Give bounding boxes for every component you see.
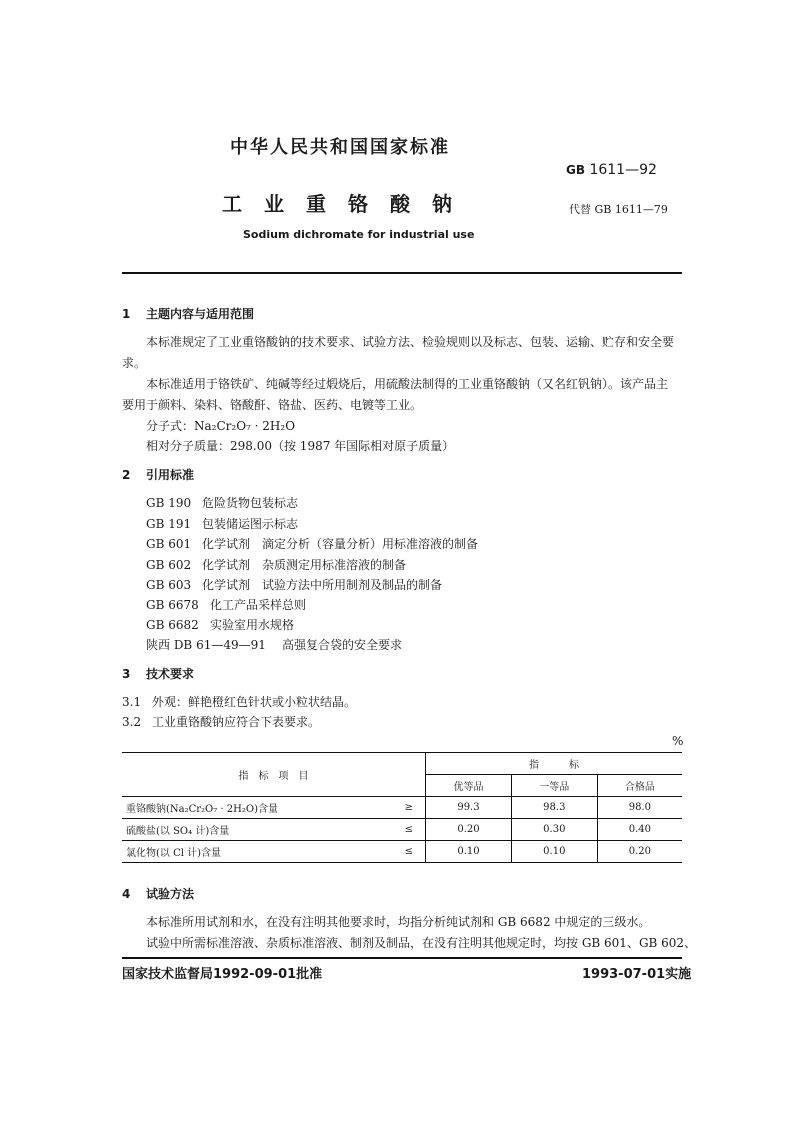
table-row: [122, 841, 682, 863]
item-name: 重铬酸钠(Na₂Cr₂O₇ · 2H₂O)含量: [122, 797, 310, 819]
reference-item: [146, 535, 478, 552]
molecular-formula: 分子式：Na₂Cr₂O₇ · 2H₂O: [146, 419, 296, 433]
limit-symbol: ≤: [310, 841, 426, 863]
clause-3-1: [122, 693, 356, 710]
clause-number: 3.1: [122, 695, 142, 709]
specification-table: [122, 752, 682, 863]
reference-code: GB 191: [146, 517, 192, 531]
table-unit: %: [672, 734, 684, 748]
section-3-heading: [122, 665, 194, 682]
reference-code: 陕西 DB 61—49—91: [146, 638, 266, 652]
value-cell: 0.20: [426, 819, 512, 841]
clause-3-2: [122, 713, 320, 730]
molecular-mass: 相对分子质量：298.00（按 1987 年国际相对原子质量）: [146, 439, 455, 453]
issuing-body: 中华人民共和国国家标准: [230, 137, 450, 158]
standard-prefix: GB: [566, 163, 585, 177]
section-title: 技术要求: [146, 667, 195, 681]
section-number: 3: [122, 667, 131, 681]
reference-name: 包装储运图示标志: [202, 517, 299, 531]
reference-name: 高强复合袋的安全要求: [282, 638, 403, 652]
item-name: 硫酸盐(以 SO₄ 计)含量: [122, 819, 310, 841]
reference-name: 危险货物包装标志: [202, 496, 299, 510]
reference-name: 化学试剂 试验方法中所用制剂及制品的制备: [202, 578, 443, 592]
index-header: 指 标: [426, 753, 682, 775]
paragraph: 试验中所需标准溶液、杂质标准溶液、制剂及制品，在没有注明其他规定时，均按 GB 601、GB 602、: [146, 936, 697, 950]
reference-item: [146, 616, 294, 633]
table-row: [122, 797, 682, 819]
reference-item: [146, 494, 298, 511]
grade-header: 优等品: [426, 775, 512, 797]
reference-item: [146, 576, 442, 593]
effective-date: 1993-07-01实施: [582, 967, 692, 982]
reference-name: 实验室用水规格: [210, 618, 295, 632]
value-cell: 0.30: [511, 819, 597, 841]
reference-item: [146, 596, 306, 613]
value-cell: 98.3: [511, 797, 597, 819]
header-rule: [122, 272, 682, 274]
value-cell: 98.0: [597, 797, 682, 819]
approval-date: 国家技术监督局1992-09-01批准: [122, 967, 323, 982]
reference-item: [146, 636, 402, 653]
reference-code: GB 601: [146, 537, 192, 551]
clause-text: 工业重铬酸钠应符合下表要求。: [152, 715, 321, 729]
limit-symbol: ≤: [310, 819, 426, 841]
limit-symbol: ≥: [310, 797, 426, 819]
section-title: 试验方法: [146, 887, 195, 901]
grade-header: 一等品: [511, 775, 597, 797]
clause-number: 3.2: [122, 715, 142, 729]
value-cell: 0.20: [597, 841, 682, 863]
reference-code: GB 6678: [146, 598, 199, 612]
reference-code: GB 602: [146, 558, 192, 572]
value-cell: 0.10: [511, 841, 597, 863]
table-row: [122, 819, 682, 841]
grade-header: 合格品: [597, 775, 682, 797]
item-header: 指 标 项 目: [122, 753, 426, 797]
paragraph: 要用于颜料、染料、铬酸酐、铬盐、医药、电镀等工业。: [122, 398, 423, 412]
section-title: 引用标准: [146, 468, 195, 482]
section-number: 1: [122, 307, 131, 321]
reference-code: GB 6682: [146, 618, 199, 632]
reference-code: GB 190: [146, 496, 192, 510]
section-2-heading: [122, 466, 194, 483]
standard-number: [566, 162, 657, 178]
reference-item: [146, 515, 298, 532]
reference-name: 化学试剂 滴定分析（容量分析）用标准溶液的制备: [202, 537, 479, 551]
paragraph: 本标准适用于铬铁矿、纯碱等经过煅烧后，用硫酸法制得的工业重铬酸钠（又名红钒钠）。该产品主: [146, 377, 669, 391]
section-1-heading: [122, 305, 254, 322]
value-cell: 0.40: [597, 819, 682, 841]
section-number: 4: [122, 887, 131, 901]
value-cell: 0.10: [426, 841, 512, 863]
reference-item: [146, 556, 406, 573]
table-header-row: [122, 753, 682, 775]
reference-name: 化工产品采样总则: [210, 598, 307, 612]
reference-name: 化学试剂 杂质测定用标准溶液的制备: [202, 558, 407, 572]
value-cell: 99.3: [426, 797, 512, 819]
paragraph: 求。: [122, 356, 147, 370]
section-4-heading: [122, 885, 194, 902]
footer-rule: [122, 957, 682, 959]
document-title: 工业重铬酸钠: [222, 192, 474, 216]
standard-code: 1611—92: [589, 162, 657, 178]
replaces-note: 代替 GB 1611—79: [569, 203, 668, 216]
item-name: 氯化物(以 Cl 计)含量: [122, 841, 310, 863]
section-title: 主题内容与适用范围: [146, 307, 255, 321]
paragraph: 本标准规定了工业重铬酸钠的技术要求、试验方法、检验规则以及标志、包装、运输、贮存和安全要: [146, 335, 675, 349]
reference-code: GB 603: [146, 578, 192, 592]
paragraph: 本标准所用试剂和水，在没有注明其他要求时，均指分析纯试剂和 GB 6682 中规定的三级水。: [146, 915, 651, 929]
section-number: 2: [122, 468, 131, 482]
english-title: Sodium dichromate for industrial use: [243, 228, 475, 241]
clause-text: 外观：鲜艳橙红色针状或小粒状结晶。: [152, 695, 357, 709]
